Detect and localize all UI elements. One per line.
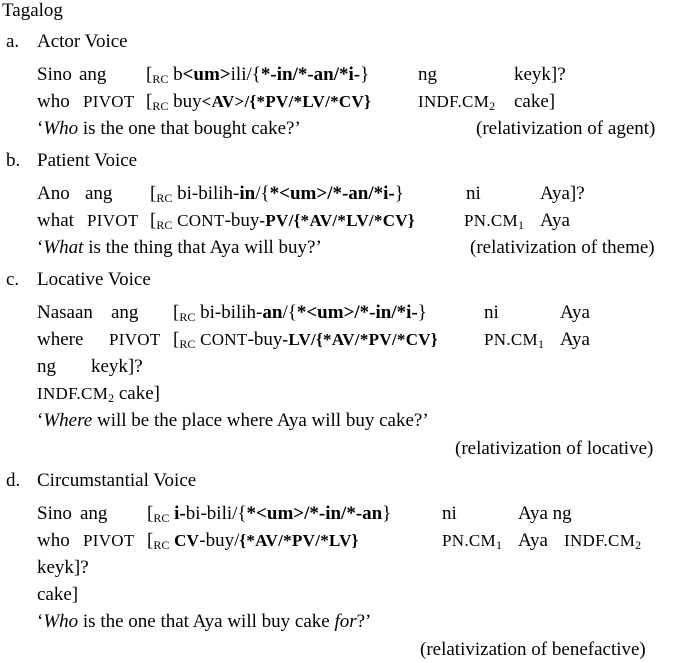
example-a-title: Actor Voice — [37, 31, 128, 52]
example-a-translation: ‘Who is the one that bought cake?’ — [37, 118, 301, 139]
example-d-label: d. — [6, 470, 21, 491]
example-d-line3: keyk]? — [37, 557, 89, 578]
language-heading: Tagalog — [2, 0, 63, 21]
example-c-label: c. — [6, 269, 20, 290]
example-c-line4: $INDF.CM_2$ cake] — [37, 383, 161, 405]
example-d-line4: cake] — [37, 584, 79, 605]
example-d-note: (relativization of benefactive) — [420, 639, 646, 660]
example-b-translation: ‘What is the thing that Aya will buy?’ — [37, 237, 322, 258]
example-page: Tagalog a. Actor Voice Sino ang [RC b<um>ili/{*-in/*-an/*i-} ng keyk]? who PIVOT [RC buy<AV>/{*PV/*LV/*CV} $INDF.CM_2$ cake] ‘Who is the one that bought cake?’ (relativization of agent) b. Patient Voice Ano ang [RC bi-bilih-in/{*<um>/*-an/*i-} ni Aya]? what PIVOT [RC CONT-buy-PV/{*AV/*LV/*CV} $PN.CM_1$ Aya ‘What is the thing that Aya will buy?’ (relativization of theme) c. Locative Voice Nasaan ang [RC bi-bilih-an/{*<um>/*-in/*i-} ni Aya where PIVOT [RC CONT-buy-LV/{*AV/*PV/*CV} $PN.CM_1$ Aya ng keyk]? $INDF.CM_2$ cake] ‘Where will be the place where Aya will buy cake?’ (relativization of locative) d. Circumstantial Voice Sino ang [RC i-bi-bili/{*<um>/*-in/*-an} ni Aya ng who PIVOT [RC CV-buy/{*AV/*PV/*LV} $PN.CM_1$ Aya $INDF.CM_2$ keyk]? cake] ‘Who is the one that Aya will buy cake for?’ (relativization of benefactive) — [2, 0, 656, 660]
example-a-label: a. — [6, 31, 20, 52]
example-d-translation: ‘Who is the one that Aya will buy cake for?’ — [37, 611, 372, 632]
example-a-note: (relativization of agent) — [476, 118, 656, 139]
example-c-note: (relativization of locative) — [455, 438, 654, 459]
example-b-note: (relativization of theme) — [470, 237, 655, 258]
example-c-title: Locative Voice — [37, 269, 151, 290]
example-b-label: b. — [6, 150, 21, 171]
example-b-title: Patient Voice — [37, 150, 138, 171]
example-c-translation: ‘Where will be the place where Aya will buy cake?’ — [37, 410, 429, 431]
example-d-title: Circumstantial Voice — [37, 470, 197, 491]
